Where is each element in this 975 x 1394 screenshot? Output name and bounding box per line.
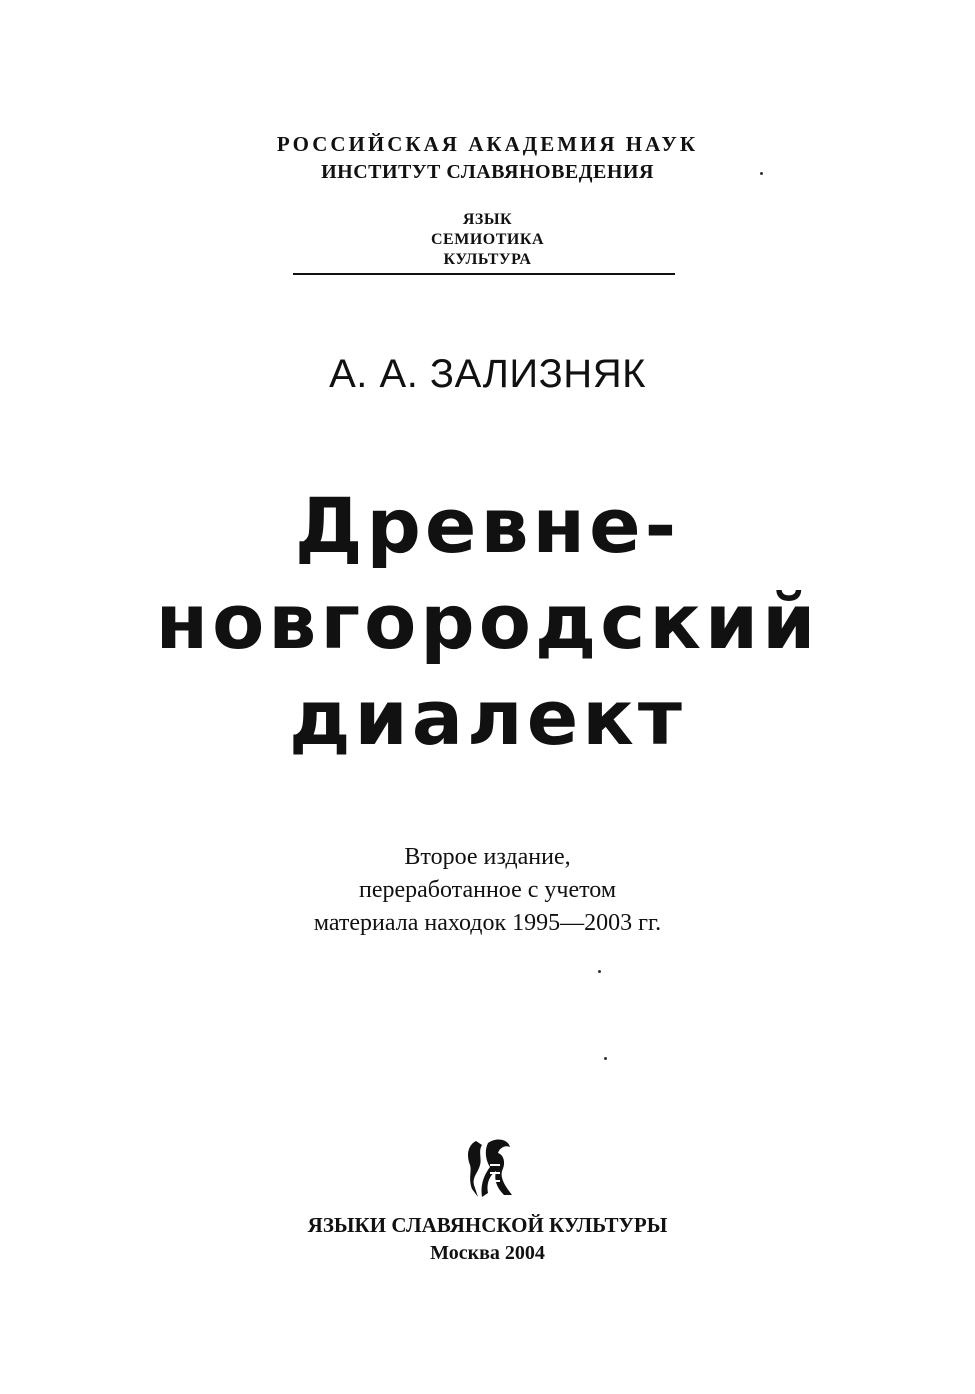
edition-line: материала находок 1995—2003 гг. [313, 910, 662, 936]
edition-line: переработанное с учетом [358, 877, 617, 903]
series-line: КУЛЬТУРА [443, 251, 532, 268]
title-line: Древне- [294, 481, 681, 570]
scan-speck [760, 172, 763, 175]
divider-rule [293, 273, 675, 275]
author-name: А. А. ЗАЛИЗНЯК [329, 352, 646, 396]
institute-name: ИНСТИТУТ СЛАВЯНОВЕДЕНИЯ [321, 161, 654, 183]
title-line: диалект [289, 673, 686, 762]
edition-line: Второе издание, [404, 844, 571, 870]
series-line: ЯЗЫК [462, 211, 513, 228]
series-line: СЕМИОТИКА [431, 231, 544, 248]
academy-name: РОССИЙСКАЯ АКАДЕМИЯ НАУК [276, 132, 699, 156]
publisher-logo-icon [460, 1135, 520, 1203]
series-block [0, 210, 975, 270]
scan-speck [604, 1057, 607, 1060]
publication-city-year: Москва 2004 [430, 1242, 545, 1264]
publisher-name: ЯЗЫКИ СЛАВЯНСКОЙ КУЛЬТУРЫ [307, 1213, 668, 1237]
title-line: новгородский [155, 577, 820, 666]
scan-speck [598, 970, 601, 973]
book-title [0, 478, 975, 766]
edition-note [0, 841, 975, 940]
